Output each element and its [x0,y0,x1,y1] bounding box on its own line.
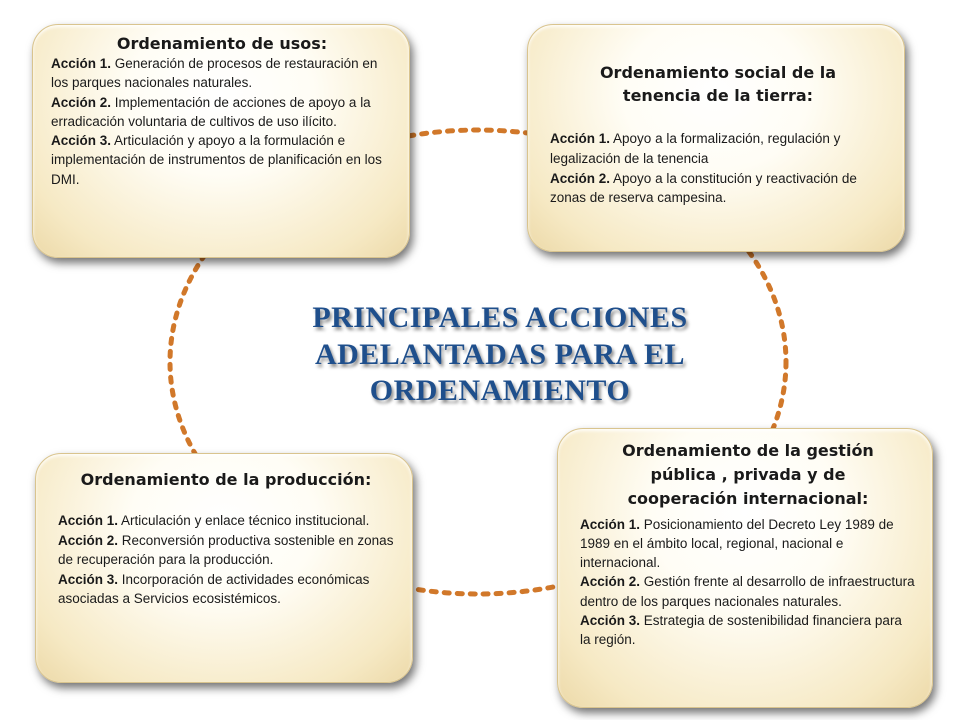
action-item [58,570,394,609]
action-label: Acción 2. [58,532,119,548]
action-text: Gestión frente al desarrollo de infraestructura dentro de los parques nacionales naturales. [580,574,915,609]
action-text: Incorporación de actividades económicas asociadas a Servicios ecosistémicos. [58,571,370,607]
action-list [58,511,394,609]
action-item [580,572,916,610]
center-title: PRINCIPALES ACCIONES ADELANTADAS PARA EL ORDENAMIENTO [312,301,688,408]
action-text: Implementación de acciones de apoyo a la erradicación voluntaria de cultivos de uso ilícito. [51,94,371,129]
box-title: Ordenamiento de la producción: [80,470,372,489]
action-item [580,515,916,572]
action-label: Acción 1. [550,131,611,147]
action-text: Apoyo a la formalización, regulación y legalización de la tenencia [550,131,841,166]
action-label: Acción 2. [550,170,611,186]
action-item [51,54,393,93]
action-label: Acción 3. [580,612,641,628]
action-text: Generación de procesos de restauración en los parques nacionales naturales. [51,56,378,91]
action-list [51,54,393,189]
action-text: Estrategia de sostenibilidad financiera para la región. [580,612,902,647]
action-label: Acción 1. [51,56,112,71]
box-title: Ordenamiento social de la tenencia de la tierra: [599,63,837,106]
box-tenencia-tierra [527,24,905,252]
box-gestion-publica [557,428,933,708]
action-label: Acción 2. [51,94,112,110]
action-item [550,129,886,168]
box-produccion [35,453,413,683]
action-list [580,515,916,649]
action-item [58,531,394,570]
box-ordenamiento-usos [32,24,410,258]
action-label: Acción 1. [58,513,119,528]
action-text: Reconversión productiva sostenible en zonas de recuperación para la producción. [58,532,394,568]
action-text: Apoyo a la constitución y reactivación de zonas de reserva campesina. [550,170,857,206]
action-label: Acción 1. [580,517,641,532]
action-text: Articulación y enlace técnico institucional. [118,513,370,528]
action-item [580,611,916,649]
action-item [58,511,394,531]
action-item [51,93,393,132]
action-item [550,169,886,208]
box-title: Ordenamiento de la gestión pública , privada y de cooperación internacional: [622,441,874,508]
action-item [51,131,393,189]
action-text: Articulación y apoyo a la formulación e implementación de instrumentos de planificación en los DMI. [51,133,382,187]
action-label: Acción 2. [580,574,641,590]
action-label: Acción 3. [58,571,119,587]
action-label: Acción 3. [51,133,112,149]
box-title: Ordenamiento de usos: [116,34,328,53]
action-text: Posicionamiento del Decreto Ley 1989 de 1989 en el ámbito local, regional, nacional e internacional. [580,517,894,571]
action-list [550,129,886,207]
